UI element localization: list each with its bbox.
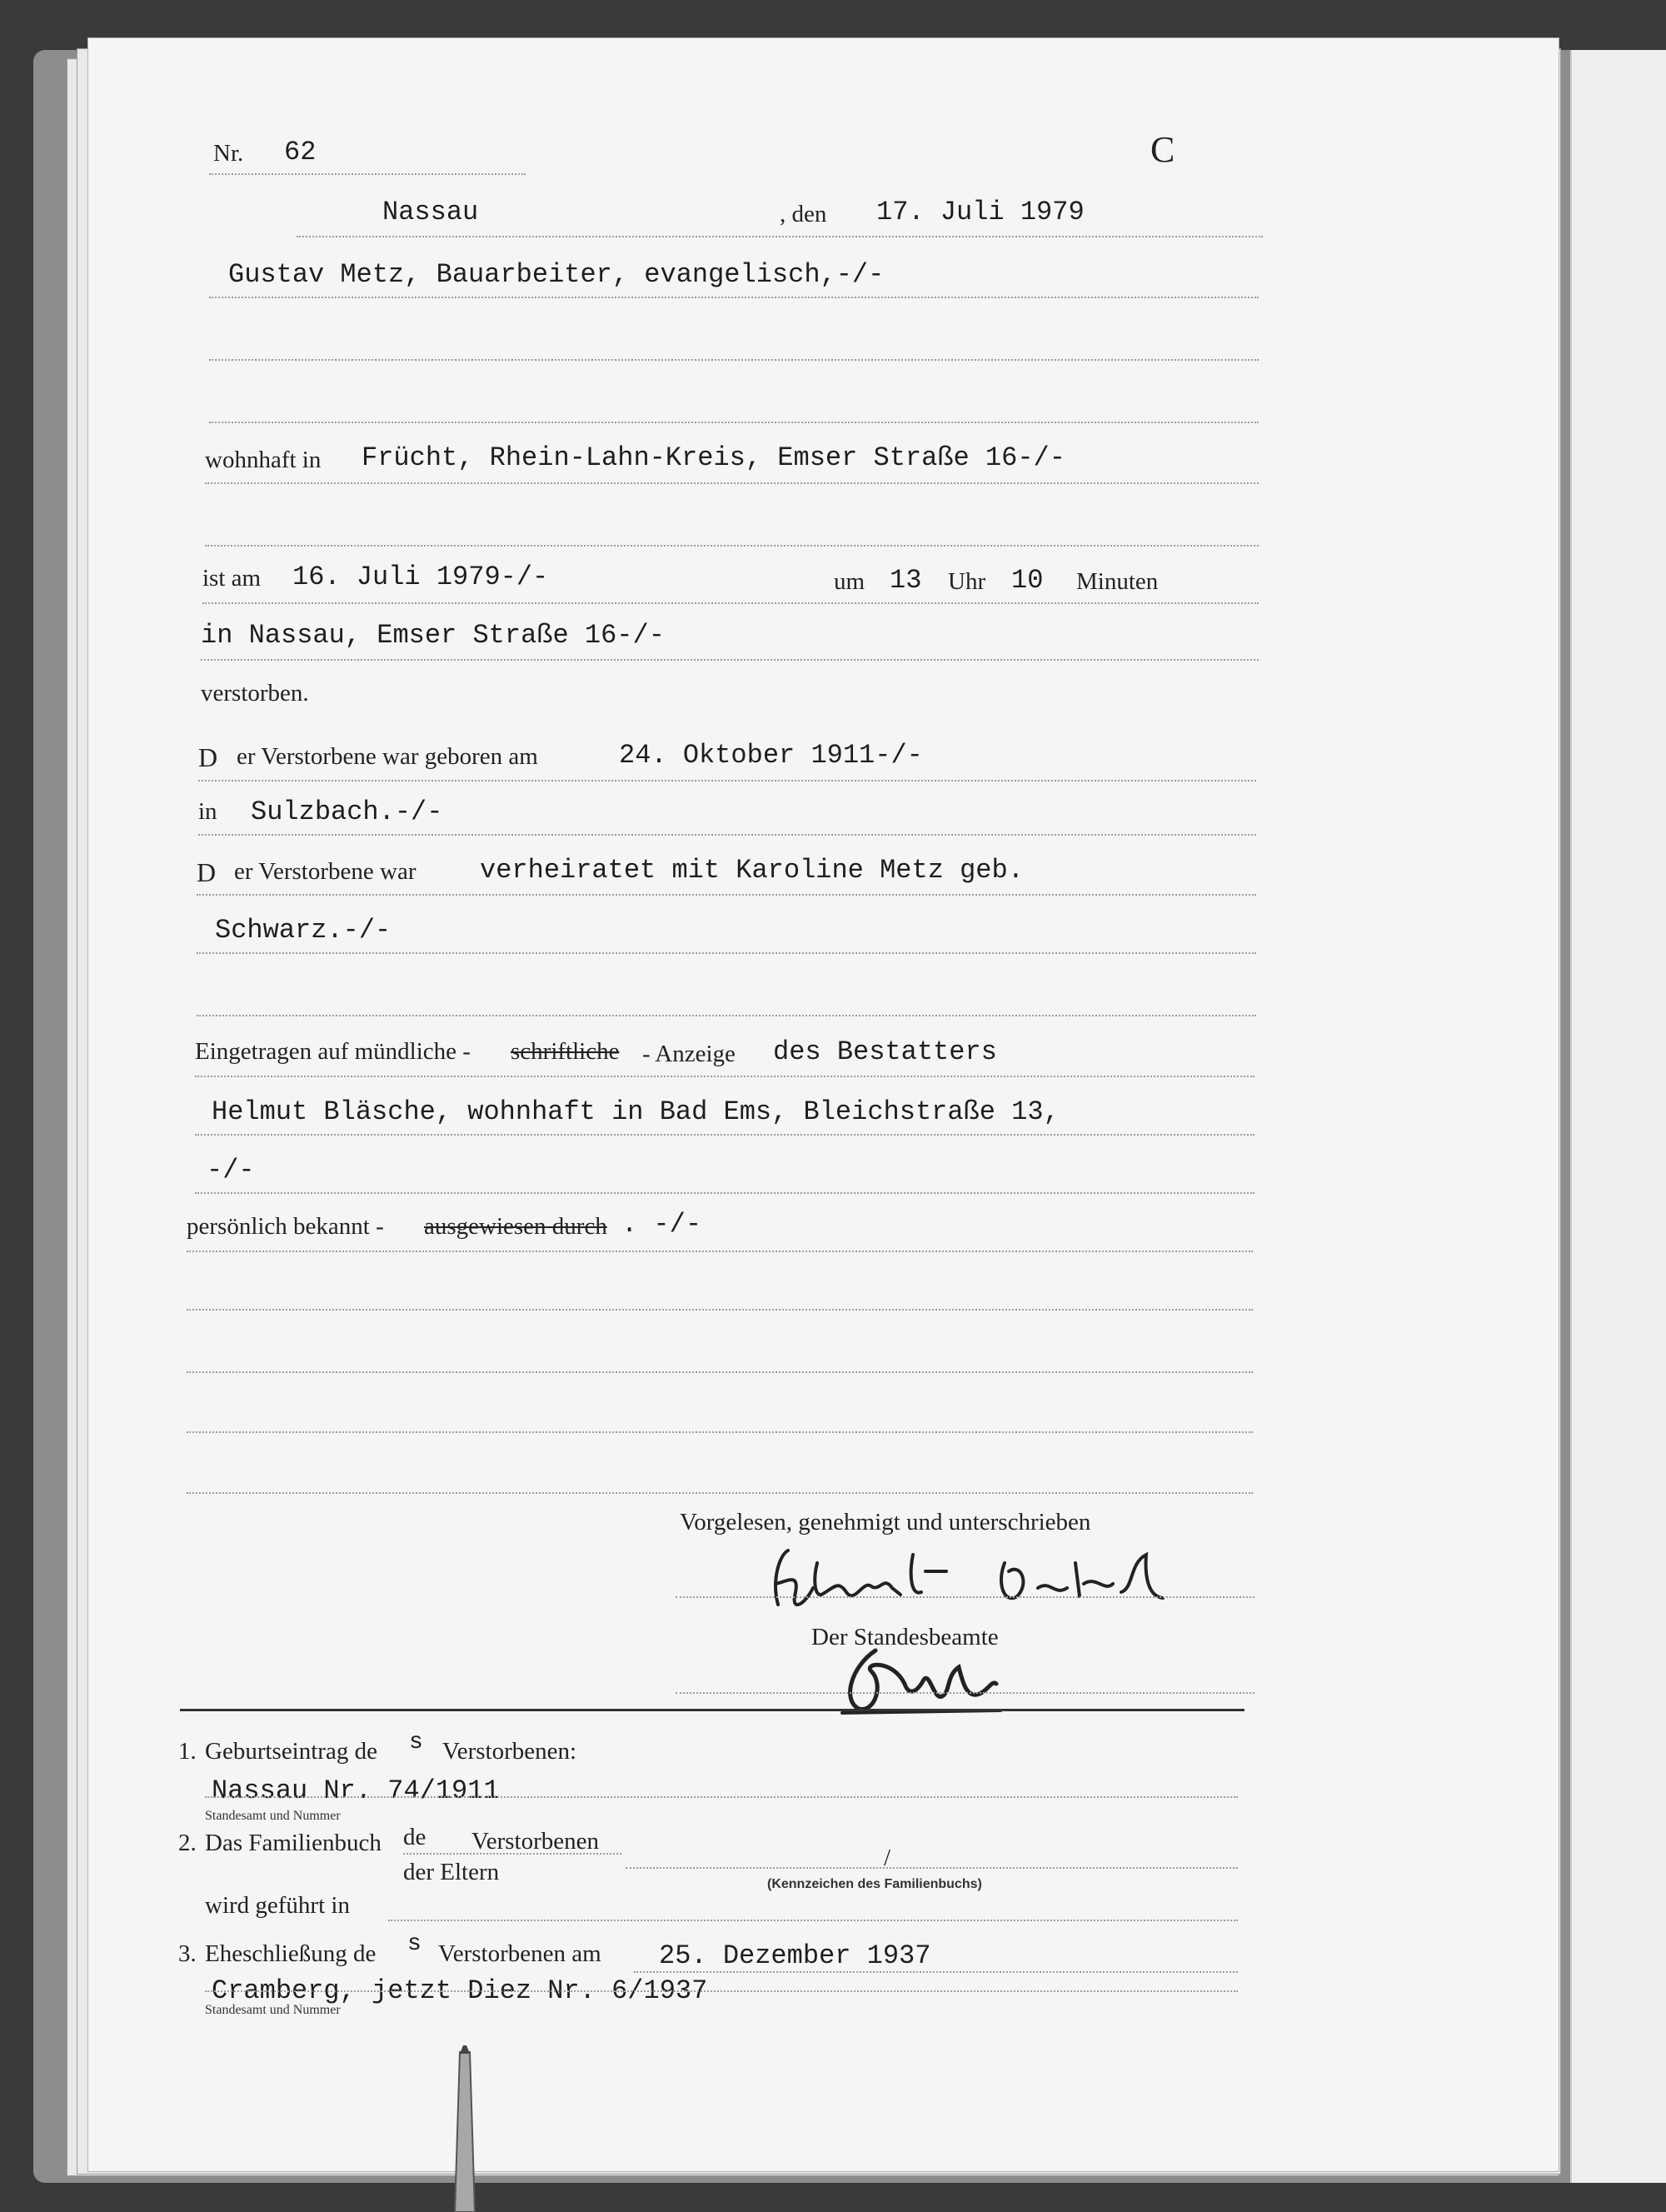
birth-d-label: D xyxy=(198,742,218,772)
ist-am-label: ist am xyxy=(202,565,262,592)
death-date: 16. Juli 1979-/- xyxy=(292,562,549,592)
death-place: in Nassau, Emser Straße 16-/- xyxy=(201,620,665,651)
marital-line2 xyxy=(197,952,1256,954)
note3-value: Cramberg, jetzt Diez Nr. 6/1937 xyxy=(212,1975,708,2006)
informant-signature xyxy=(755,1546,1188,1621)
registration-underline3 xyxy=(195,1192,1254,1194)
note2-label: Das Familienbuch xyxy=(205,1830,382,1856)
deceased-underline xyxy=(209,297,1259,298)
registration-suffix: - Anzeige xyxy=(642,1041,736,1067)
note2-slash: / xyxy=(884,1845,891,1871)
identity-struck: ausgewiesen durch xyxy=(424,1213,607,1240)
informant-signature-line xyxy=(676,1596,1254,1598)
den-label: , den xyxy=(780,201,827,227)
birth-label: er Verstorbene war geboren am xyxy=(237,743,538,770)
nr-label: Nr. xyxy=(213,140,244,167)
marital-value: verheiratet mit Karoline Metz geb. xyxy=(480,855,1024,886)
identity-line xyxy=(187,1251,1253,1252)
record-date: 17. Juli 1979 xyxy=(876,197,1085,227)
blank-line xyxy=(187,1371,1253,1373)
note2-fuehrt-line xyxy=(388,1920,1238,1921)
registration-struck: schriftliche xyxy=(511,1038,620,1065)
note1-superscript: s xyxy=(409,1730,423,1755)
register-page xyxy=(87,37,1559,2172)
note1-number: 1. xyxy=(178,1738,197,1765)
birth-place-line xyxy=(198,834,1256,836)
death-time-line xyxy=(202,602,1259,604)
registration-value: des Bestatters xyxy=(773,1036,997,1067)
note3-line xyxy=(205,1990,1238,1992)
facing-page xyxy=(1570,50,1666,2183)
registration-prefix: Eingetragen auf mündliche - xyxy=(195,1038,471,1065)
note1-value: Nassau Nr. 74/1911 xyxy=(212,1775,500,1806)
birth-in-label: in xyxy=(198,798,217,825)
note3-label-a: Eheschließung de xyxy=(205,1940,377,1967)
note3-date: 25. Dezember 1937 xyxy=(659,1940,931,1971)
residence-value: Frücht, Rhein-Lahn-Kreis, Emser Straße 16-/- xyxy=(362,442,1065,473)
death-hour: 13 xyxy=(890,565,922,596)
note1-label-b: Verstorbenen: xyxy=(442,1738,577,1765)
note3-label-b: Verstorbenen am xyxy=(438,1940,601,1967)
registrar-signature-line xyxy=(676,1692,1254,1694)
blank-line xyxy=(197,1015,1256,1016)
registration-line3: -/- xyxy=(207,1155,255,1186)
birth-date-line xyxy=(198,780,1256,781)
note2-eltern: der Eltern xyxy=(403,1859,500,1885)
pen-tip xyxy=(441,2045,491,2212)
minuten-label: Minuten xyxy=(1076,568,1159,595)
residence-label: wohnhaft in xyxy=(205,447,322,473)
corner-letter: C xyxy=(1150,129,1175,170)
place-value: Nassau xyxy=(382,197,479,227)
registrar-label: Der Standesbeamte xyxy=(811,1624,999,1650)
blank-line xyxy=(205,545,1259,547)
death-place-line xyxy=(201,659,1259,661)
note2-wird-gefuehrt: wird geführt in xyxy=(205,1892,350,1919)
note3-number: 3. xyxy=(178,1940,197,1967)
marital-line xyxy=(197,894,1256,896)
nr-line xyxy=(209,173,526,175)
registrar-signature xyxy=(826,1634,1009,1725)
blank-line xyxy=(187,1431,1253,1433)
um-label: um xyxy=(834,568,865,595)
note3-date-line xyxy=(634,1971,1238,1973)
registration-line xyxy=(195,1076,1254,1077)
identity-prefix: persönlich bekannt - xyxy=(187,1213,384,1240)
blank-line xyxy=(209,422,1259,423)
read-approved-label: Vorgelesen, genehmigt und unterschrieben xyxy=(680,1509,1091,1535)
identity-suffix: . -/- xyxy=(621,1209,702,1240)
place-date-line xyxy=(297,236,1263,237)
marital-value-line2: Schwarz.-/- xyxy=(215,915,392,946)
verstorben-label: verstorben. xyxy=(201,680,309,707)
nr-value: 62 xyxy=(284,137,317,167)
note3-caption: Standesamt und Nummer xyxy=(205,2003,341,2017)
section-divider xyxy=(180,1709,1245,1711)
note3-superscript: s xyxy=(407,1931,421,1957)
birth-place: Sulzbach.-/- xyxy=(251,796,443,827)
note2-book-line xyxy=(626,1867,1238,1869)
deceased-line: Gustav Metz, Bauarbeiter, evangelisch,-/- xyxy=(228,259,885,290)
blank-line xyxy=(187,1309,1253,1311)
registration-underline2 xyxy=(195,1134,1254,1136)
note2-de: de xyxy=(403,1824,426,1850)
residence-line xyxy=(205,482,1259,484)
registration-line2: Helmut Bläsche, wohnhaft in Bad Ems, Bleichstraße 13, xyxy=(212,1096,1060,1127)
marital-d-label: D xyxy=(197,857,217,887)
note1-label-a: Geburtseintrag de xyxy=(205,1738,377,1765)
note2-caption: (Kennzeichen des Familienbuchs) xyxy=(767,1877,982,1891)
note2-number: 2. xyxy=(178,1830,197,1856)
blank-line xyxy=(209,359,1259,361)
note2-de-line xyxy=(403,1853,621,1855)
uhr-label: Uhr xyxy=(948,568,986,595)
blank-line xyxy=(187,1492,1253,1494)
note2-verstorbenen: Verstorbenen xyxy=(471,1828,600,1855)
note1-caption: Standesamt und Nummer xyxy=(205,1809,341,1823)
note1-line xyxy=(205,1796,1238,1798)
marital-label: er Verstorbene war xyxy=(234,858,416,885)
death-minutes: 10 xyxy=(1011,565,1044,596)
birth-date: 24. Oktober 1911-/- xyxy=(619,740,923,771)
